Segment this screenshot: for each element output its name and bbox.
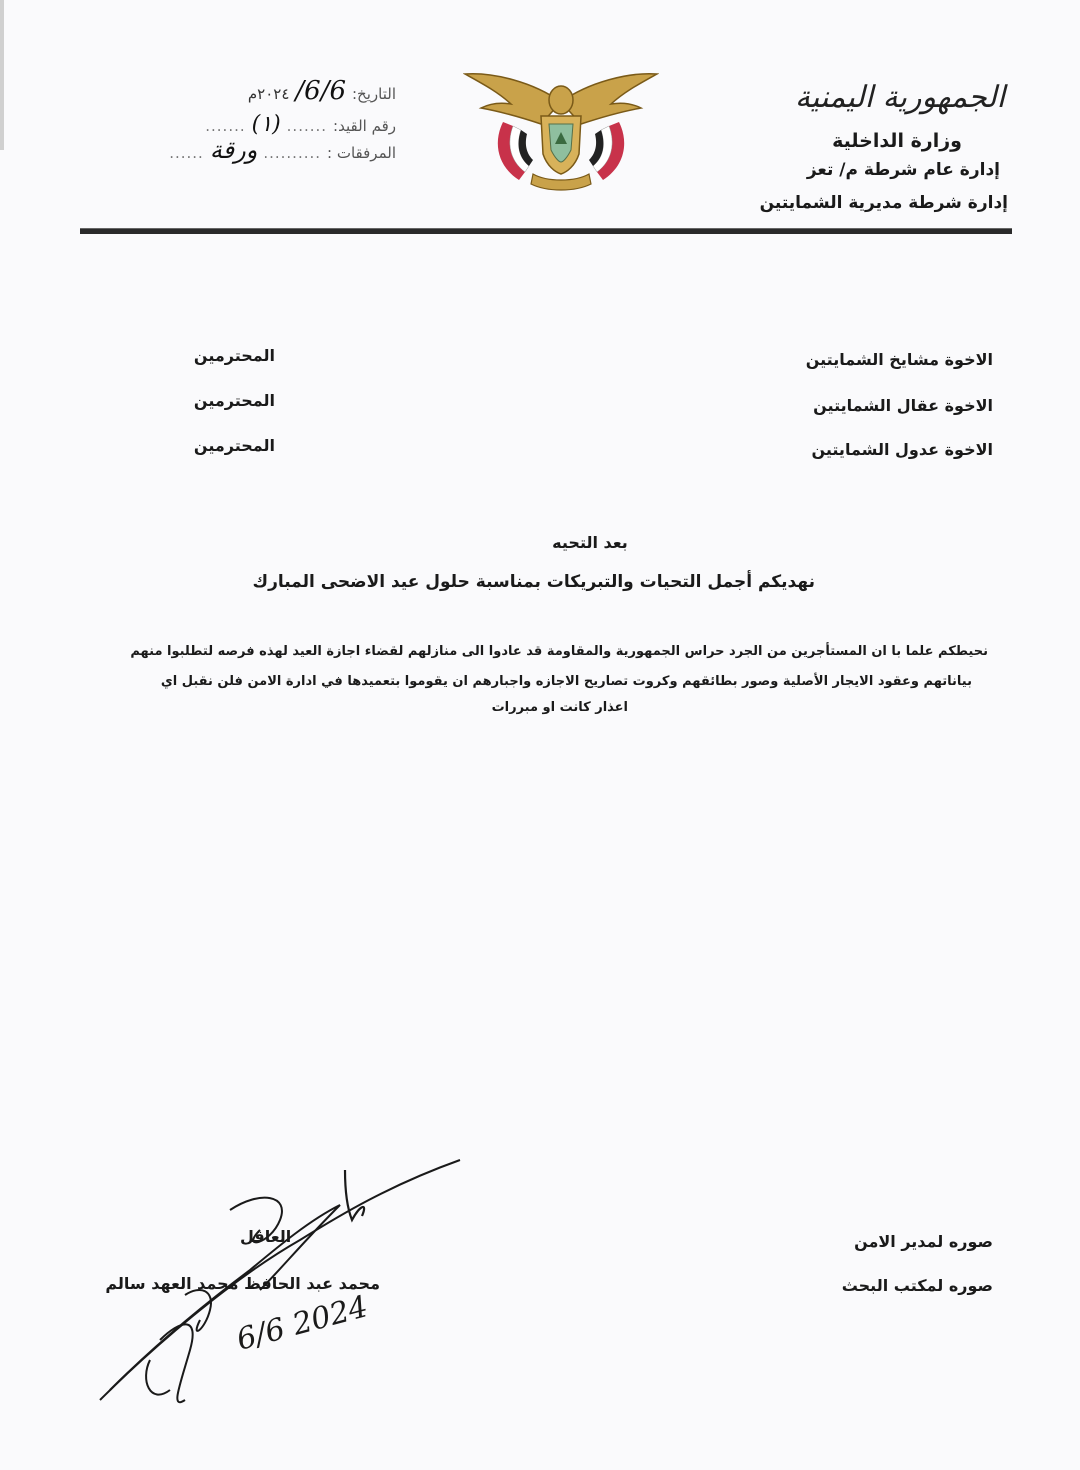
honorific-2: المحترمين	[193, 391, 275, 410]
paragraph-line-1: نحيطكم علما با ان المستأجرين من الجرد حراس الجمهورية والمقاومة قد عادوا الى منازلهم لقضاء اجازة العيد لهذه فرصه لتطلبوا منهم	[130, 644, 988, 659]
copy-line-2: صوره لمكتب البحث	[841, 1276, 993, 1295]
signatory-name: محمد عبد الحافظ محمد العهد سالم	[105, 1274, 380, 1293]
honorific-1: المحترمين	[193, 346, 275, 365]
paragraph-line-2: بياناتهم وعقود الايجار الأصلية وصور بطائقهم وكروت تصاريح الاجازه واجبارهم ان يقوموا بتعميدها في ادارة الامن فلن نقبل اي	[160, 674, 972, 689]
attachments-row: المرفقات : .......... ورقة ......	[169, 136, 396, 164]
date-year: ٢٠٢٤م	[247, 85, 290, 103]
header-department-general: إدارة عام شرطة م/ تعز	[806, 160, 1000, 180]
signature-date: 6/6 2024	[233, 1289, 372, 1358]
copy-line-1: صوره لمدير الامن	[854, 1232, 993, 1251]
ref-handwritten: (١)	[251, 112, 281, 137]
addressee-1: الاخوة مشايخ الشمايتين	[805, 350, 993, 369]
signatory-title: العاقل	[240, 1227, 292, 1246]
meta-block	[140, 72, 396, 172]
header-department-district: إدارة شرطة مديرية الشمايتين	[759, 193, 1008, 213]
paragraph-line-3: اعذار كانت او مبررات	[491, 700, 628, 715]
header-ministry: وزارة الداخلية	[832, 130, 962, 152]
attachments-handwritten: ورقة	[209, 136, 258, 164]
ref-label: رقم القيد:	[333, 117, 396, 135]
scan-edge	[0, 0, 4, 150]
header-divider	[80, 228, 1012, 234]
attachments-label: المرفقات :	[327, 144, 396, 162]
addressee-3: الاخوة عدول الشمايتين	[811, 440, 993, 459]
handwritten-signature	[90, 1150, 470, 1440]
ref-row: رقم القيد: ....... (١) .......	[205, 112, 396, 137]
date-label: التاريخ:	[352, 85, 396, 103]
greeting-line: نهديكم أجمل التحيات والتبريكات بمناسبة حلول عيد الاضحى المبارك	[252, 572, 815, 592]
honorific-3: المحترمين	[193, 436, 275, 455]
addressee-2: الاخوة عقال الشمايتين	[813, 396, 993, 415]
salutation: بعد التحيه	[552, 533, 628, 552]
yemen-eagle-emblem	[463, 62, 659, 194]
header-republic: الجمهورية اليمنية	[794, 80, 1005, 115]
date-row	[248, 76, 396, 106]
date-handwritten: 6/6/	[295, 76, 346, 106]
